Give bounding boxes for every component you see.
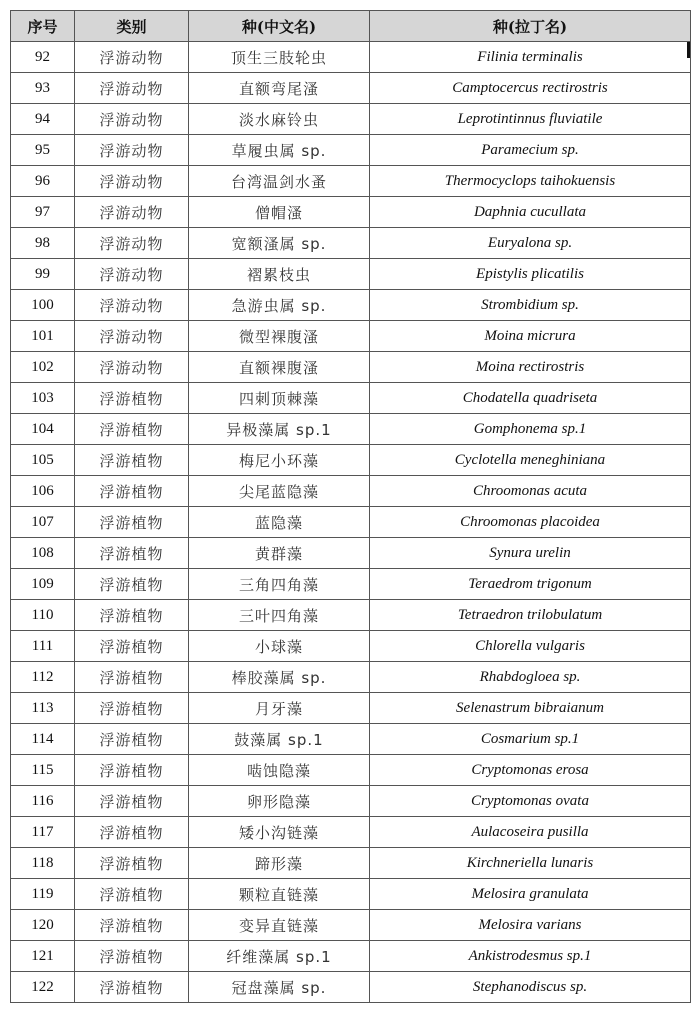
row-serial-number: 101	[11, 321, 75, 352]
row-latin-name: Filinia terminalis	[370, 42, 691, 73]
row-category: 浮游动物	[75, 42, 189, 73]
row-chinese-name: 梅尼小环藻	[189, 445, 370, 476]
row-latin-name: Leprotintinnus fluviatile	[370, 104, 691, 135]
row-latin-name: Cryptomonas ovata	[370, 786, 691, 817]
row-chinese-name: 三角四角藻	[189, 569, 370, 600]
table-row	[11, 569, 691, 600]
row-chinese-name: 直额弯尾溞	[189, 73, 370, 104]
row-latin-name: Selenastrum bibraianum	[370, 693, 691, 724]
header-latin-name: 种(拉丁名)	[370, 11, 691, 42]
row-serial-number: 104	[11, 414, 75, 445]
row-chinese-name: 草履虫属 sp.	[189, 135, 370, 166]
row-chinese-name: 淡水麻铃虫	[189, 104, 370, 135]
row-chinese-name: 四刺顶棘藻	[189, 383, 370, 414]
row-category: 浮游植物	[75, 910, 189, 941]
row-serial-number: 118	[11, 848, 75, 879]
table-row	[11, 941, 691, 972]
row-category: 浮游动物	[75, 197, 189, 228]
species-table	[10, 10, 691, 1003]
row-category: 浮游植物	[75, 817, 189, 848]
header-row	[11, 11, 691, 42]
row-chinese-name: 僧帽溞	[189, 197, 370, 228]
row-serial-number: 120	[11, 910, 75, 941]
table-row	[11, 290, 691, 321]
row-category: 浮游动物	[75, 352, 189, 383]
row-category: 浮游植物	[75, 414, 189, 445]
row-chinese-name: 黄群藻	[189, 538, 370, 569]
row-chinese-name: 直额裸腹溞	[189, 352, 370, 383]
header-serial-number: 序号	[11, 11, 75, 42]
row-category: 浮游植物	[75, 786, 189, 817]
table-row	[11, 848, 691, 879]
row-serial-number: 105	[11, 445, 75, 476]
row-category: 浮游动物	[75, 166, 189, 197]
row-serial-number: 114	[11, 724, 75, 755]
row-serial-number: 99	[11, 259, 75, 290]
row-category: 浮游植物	[75, 538, 189, 569]
text-cursor	[687, 42, 690, 58]
table-row	[11, 693, 691, 724]
table-row	[11, 352, 691, 383]
table-row	[11, 259, 691, 290]
row-serial-number: 121	[11, 941, 75, 972]
row-latin-name: Thermocyclops taihokuensis	[370, 166, 691, 197]
row-chinese-name: 啮蚀隐藻	[189, 755, 370, 786]
row-latin-name: Chodatella quadriseta	[370, 383, 691, 414]
row-latin-name: Camptocercus rectirostris	[370, 73, 691, 104]
row-latin-name: Gomphonema sp.1	[370, 414, 691, 445]
row-latin-name: Cyclotella meneghiniana	[370, 445, 691, 476]
row-serial-number: 112	[11, 662, 75, 693]
row-latin-name: Epistylis plicatilis	[370, 259, 691, 290]
row-latin-name: Melosira varians	[370, 910, 691, 941]
row-serial-number: 116	[11, 786, 75, 817]
table-row	[11, 73, 691, 104]
row-category: 浮游植物	[75, 507, 189, 538]
row-chinese-name: 微型裸腹溞	[189, 321, 370, 352]
table-row	[11, 600, 691, 631]
row-category: 浮游动物	[75, 290, 189, 321]
row-chinese-name: 蹄形藻	[189, 848, 370, 879]
row-category: 浮游动物	[75, 135, 189, 166]
row-chinese-name: 颗粒直链藻	[189, 879, 370, 910]
row-serial-number: 102	[11, 352, 75, 383]
table-row	[11, 538, 691, 569]
row-chinese-name: 冠盘藻属 sp.	[189, 972, 370, 1003]
row-category: 浮游动物	[75, 104, 189, 135]
row-chinese-name: 三叶四角藻	[189, 600, 370, 631]
table-row	[11, 414, 691, 445]
table-row	[11, 724, 691, 755]
row-serial-number: 115	[11, 755, 75, 786]
row-serial-number: 95	[11, 135, 75, 166]
table-row	[11, 662, 691, 693]
row-category: 浮游植物	[75, 569, 189, 600]
table-row	[11, 42, 691, 73]
row-serial-number: 98	[11, 228, 75, 259]
row-serial-number: 111	[11, 631, 75, 662]
row-category: 浮游植物	[75, 631, 189, 662]
row-latin-name: Cosmarium sp.1	[370, 724, 691, 755]
table-row	[11, 755, 691, 786]
row-latin-name: Strombidium sp.	[370, 290, 691, 321]
table-row	[11, 972, 691, 1003]
row-latin-name: Chlorella vulgaris	[370, 631, 691, 662]
row-chinese-name: 异极藻属 sp.1	[189, 414, 370, 445]
row-latin-name: Ankistrodesmus sp.1	[370, 941, 691, 972]
table-row	[11, 445, 691, 476]
row-chinese-name: 卵形隐藻	[189, 786, 370, 817]
row-chinese-name: 鼓藻属 sp.1	[189, 724, 370, 755]
row-chinese-name: 月牙藻	[189, 693, 370, 724]
row-serial-number: 122	[11, 972, 75, 1003]
row-category: 浮游植物	[75, 662, 189, 693]
row-serial-number: 92	[11, 42, 75, 73]
row-latin-name: Paramecium sp.	[370, 135, 691, 166]
table-header	[11, 11, 691, 42]
row-chinese-name: 小球藻	[189, 631, 370, 662]
row-latin-name: Teraedrom trigonum	[370, 569, 691, 600]
table-row	[11, 631, 691, 662]
row-serial-number: 93	[11, 73, 75, 104]
row-category: 浮游植物	[75, 941, 189, 972]
table-row	[11, 321, 691, 352]
row-serial-number: 106	[11, 476, 75, 507]
table-row	[11, 910, 691, 941]
row-serial-number: 108	[11, 538, 75, 569]
row-category: 浮游植物	[75, 445, 189, 476]
row-chinese-name: 褶累枝虫	[189, 259, 370, 290]
row-serial-number: 110	[11, 600, 75, 631]
row-latin-name: Daphnia cucullata	[370, 197, 691, 228]
row-category: 浮游植物	[75, 972, 189, 1003]
row-latin-name: Synura urelin	[370, 538, 691, 569]
row-latin-name: Chroomonas acuta	[370, 476, 691, 507]
row-category: 浮游植物	[75, 476, 189, 507]
row-serial-number: 96	[11, 166, 75, 197]
document-page	[10, 10, 690, 1003]
row-latin-name: Stephanodiscus sp.	[370, 972, 691, 1003]
row-chinese-name: 顶生三肢轮虫	[189, 42, 370, 73]
table-row	[11, 476, 691, 507]
table-row	[11, 383, 691, 414]
row-chinese-name: 尖尾蓝隐藻	[189, 476, 370, 507]
row-latin-name: Moina rectirostris	[370, 352, 691, 383]
header-chinese-name: 种(中文名)	[189, 11, 370, 42]
row-serial-number: 94	[11, 104, 75, 135]
row-category: 浮游植物	[75, 879, 189, 910]
row-latin-name: Kirchneriella lunaris	[370, 848, 691, 879]
row-chinese-name: 矮小沟链藻	[189, 817, 370, 848]
row-chinese-name: 急游虫属 sp.	[189, 290, 370, 321]
table-row	[11, 135, 691, 166]
row-serial-number: 117	[11, 817, 75, 848]
table-row	[11, 786, 691, 817]
row-category: 浮游动物	[75, 73, 189, 104]
row-chinese-name: 台湾温剑水蚤	[189, 166, 370, 197]
row-category: 浮游植物	[75, 724, 189, 755]
row-serial-number: 107	[11, 507, 75, 538]
row-latin-name: Aulacoseira pusilla	[370, 817, 691, 848]
table-row	[11, 197, 691, 228]
row-category: 浮游动物	[75, 321, 189, 352]
row-latin-name: Euryalona sp.	[370, 228, 691, 259]
row-serial-number: 100	[11, 290, 75, 321]
table-row	[11, 228, 691, 259]
row-category: 浮游动物	[75, 228, 189, 259]
row-chinese-name: 宽额溞属 sp.	[189, 228, 370, 259]
row-chinese-name: 变异直链藻	[189, 910, 370, 941]
row-latin-name: Melosira granulata	[370, 879, 691, 910]
row-serial-number: 109	[11, 569, 75, 600]
row-chinese-name: 蓝隐藻	[189, 507, 370, 538]
table-row	[11, 166, 691, 197]
row-latin-name: Moina micrura	[370, 321, 691, 352]
row-chinese-name: 纤维藻属 sp.1	[189, 941, 370, 972]
row-latin-name: Chroomonas placoidea	[370, 507, 691, 538]
table-row	[11, 507, 691, 538]
row-category: 浮游植物	[75, 848, 189, 879]
row-category: 浮游植物	[75, 755, 189, 786]
row-category: 浮游植物	[75, 693, 189, 724]
row-latin-name: Cryptomonas erosa	[370, 755, 691, 786]
row-serial-number: 97	[11, 197, 75, 228]
table-row	[11, 104, 691, 135]
row-latin-name: Rhabdogloea sp.	[370, 662, 691, 693]
row-serial-number: 103	[11, 383, 75, 414]
table-row	[11, 817, 691, 848]
row-category: 浮游植物	[75, 383, 189, 414]
header-category: 类别	[75, 11, 189, 42]
row-serial-number: 113	[11, 693, 75, 724]
table-body	[11, 42, 691, 1003]
table-row	[11, 879, 691, 910]
row-serial-number: 119	[11, 879, 75, 910]
row-category: 浮游动物	[75, 259, 189, 290]
row-chinese-name: 棒胶藻属 sp.	[189, 662, 370, 693]
row-latin-name: Tetraedron trilobulatum	[370, 600, 691, 631]
row-category: 浮游植物	[75, 600, 189, 631]
